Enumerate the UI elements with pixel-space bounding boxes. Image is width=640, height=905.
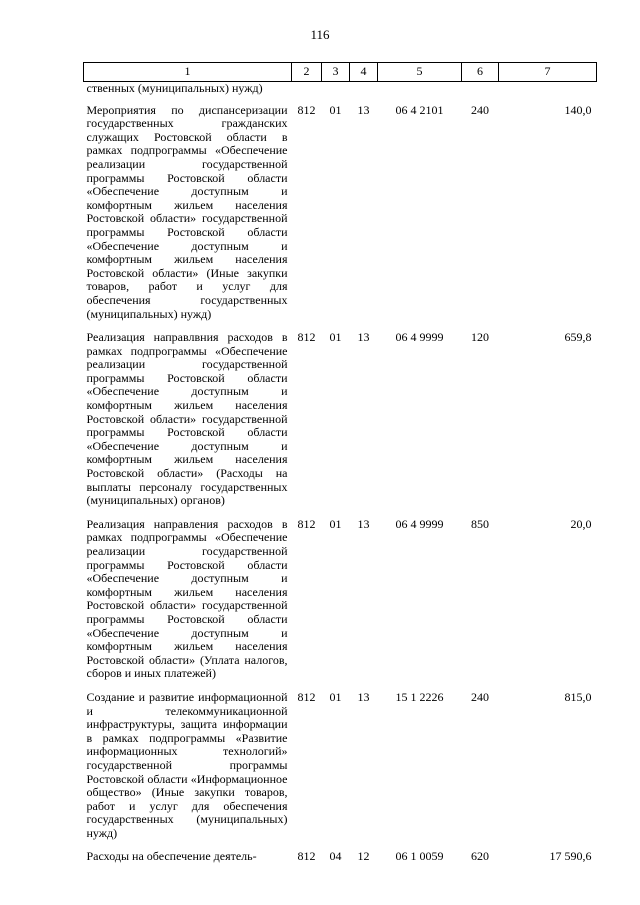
- row-target-article-code: 06 1 0059: [395, 849, 444, 864]
- table-row: [84, 518, 597, 691]
- row-section-code: 04: [329, 849, 342, 864]
- continuation-row: [84, 82, 597, 104]
- header-col-5: 5: [378, 63, 462, 82]
- row-section-code: 01: [329, 330, 342, 345]
- row-amount: 815,0: [564, 689, 592, 704]
- header-row: [84, 63, 597, 82]
- row-ministry-code: 812: [297, 102, 316, 117]
- row-amount: 659,8: [564, 330, 592, 345]
- table-row: [84, 691, 597, 851]
- row-section-code: 01: [329, 689, 342, 704]
- row-ministry-code: 812: [297, 516, 316, 531]
- row-description: Создание и развитие информационной и телекоммуникационной инфраструктуры, защита информации в рамках подпрограммы «Развитие информационных технологий» государственной программы Ростовской области «Информационное общество» (Иные закупки товаров, работ и услуг для обеспечения государственных (муниципальных) нужд): [86, 689, 288, 840]
- table-row: [84, 331, 597, 518]
- header-col-1: 1: [84, 63, 292, 82]
- row-target-article-code: 15 1 2226: [395, 689, 444, 704]
- header-col-3: 3: [322, 63, 350, 82]
- budget-table: [83, 62, 597, 874]
- row-expense-type-code: 120: [471, 330, 489, 345]
- row-subsection-code: 13: [357, 516, 370, 531]
- row-amount: 20,0: [570, 516, 592, 531]
- table-row: [84, 850, 597, 874]
- row-subsection-code: 13: [357, 102, 370, 117]
- row-section-code: 01: [329, 516, 342, 531]
- header-col-6: 6: [462, 63, 499, 82]
- header-col-2: 2: [292, 63, 322, 82]
- header-col-7: 7: [499, 63, 597, 82]
- table-header: [84, 63, 597, 82]
- row-ministry-code: 812: [297, 689, 316, 704]
- row-amount: 17 590,6: [549, 849, 592, 864]
- row-subsection-code: 12: [357, 849, 370, 864]
- row-target-article-code: 06 4 9999: [395, 516, 444, 531]
- row-expense-type-code: 620: [471, 849, 489, 864]
- row-description: Реализация направлвния расходов в рамках подпрограммы «Обеспечение реализации государственной программы Ростовской области «Обеспечение доступным и комфортным жильем населения Ростовской области» государственной программы Ростовской области «Обеспечение доступным и комфортным жильем населения Ростовской области» (Расходы на выплаты персоналу государственных (муниципальных) органов): [86, 330, 288, 508]
- row-section-code: 01: [329, 102, 342, 117]
- continuation-text: ственных (муниципальных) нужд): [86, 81, 263, 95]
- row-expense-type-code: 850: [471, 516, 489, 531]
- row-description: Расходы на обеспечение деятель-: [86, 849, 257, 864]
- table-row: [84, 104, 597, 332]
- row-expense-type-code: 240: [471, 102, 489, 117]
- row-target-article-code: 06 4 2101: [395, 102, 444, 117]
- row-expense-type-code: 240: [471, 689, 489, 704]
- row-subsection-code: 13: [357, 689, 370, 704]
- row-subsection-code: 13: [357, 330, 370, 345]
- header-col-4: 4: [350, 63, 378, 82]
- row-description: Реализация направления расходов в рамках подпрограммы «Обеспечение реализации государственной программы Ростовской области «Обеспечение доступным и комфортным жильем населения Ростовской области» государственной программы Ростовской области «Обеспечение доступным и комфортным жильем населения Ростовской области» (Уплата налогов, сборов и иных платежей): [86, 516, 288, 681]
- row-ministry-code: 812: [297, 849, 316, 864]
- table-body: [84, 82, 597, 875]
- row-target-article-code: 06 4 9999: [395, 330, 444, 345]
- row-ministry-code: 812: [297, 330, 316, 345]
- row-amount: 140,0: [564, 102, 592, 117]
- row-description: Мероприятия по диспансеризации государственных гражданских служащих Ростовской области в рамках подпрограммы «Обеспечение реализации государственной программы Ростовской области «Обеспечение доступным и комфортным жильем населения Ростовской области» государственной программы Ростовской области «Обеспечение доступным и комфортным жильем населения Ростовской области» (Иные закупки товаров, работ и услуг для обеспечения государственных (муниципальных) нужд): [86, 102, 288, 321]
- page-number: 116: [310, 27, 330, 42]
